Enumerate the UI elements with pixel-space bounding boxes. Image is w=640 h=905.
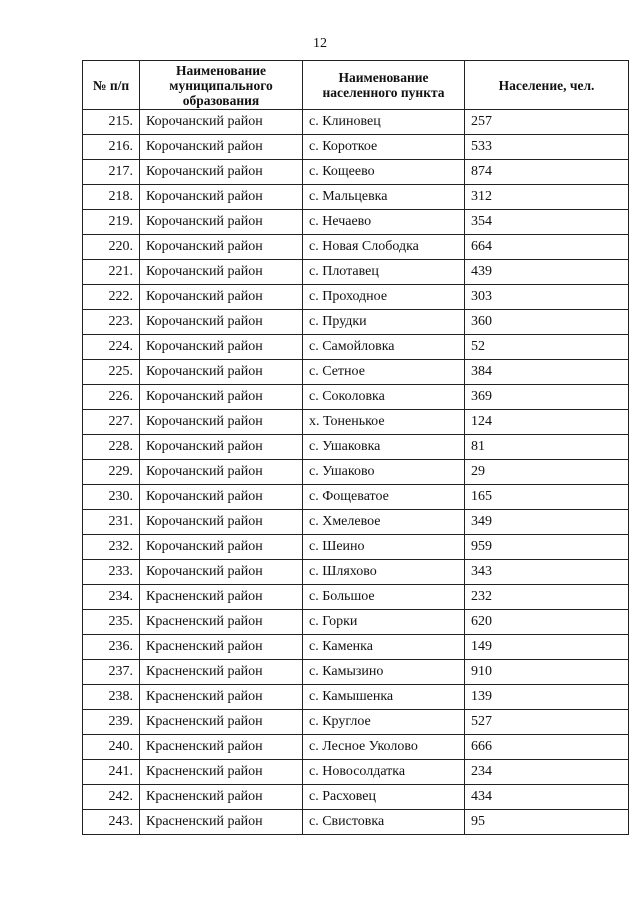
municipality-cell: Корочанский район [140,385,303,410]
municipality-cell: Красненский район [140,685,303,710]
population-cell: 959 [465,535,629,560]
municipality-cell: Корочанский район [140,310,303,335]
row-number-cell: 233. [83,560,140,585]
row-number-cell: 216. [83,135,140,160]
row-number-cell: 215. [83,110,140,135]
table-row [83,510,629,535]
population-cell: 349 [465,510,629,535]
table-row [83,785,629,810]
table-row [83,410,629,435]
table-row [83,535,629,560]
row-number-cell: 220. [83,235,140,260]
settlement-cell: с. Фощеватое [303,485,465,510]
row-number-cell: 238. [83,685,140,710]
row-number-cell: 226. [83,385,140,410]
municipality-cell: Корочанский район [140,260,303,285]
population-cell: 165 [465,485,629,510]
table-row [83,110,629,135]
municipality-cell: Корочанский район [140,160,303,185]
population-cell: 527 [465,710,629,735]
table-row [83,560,629,585]
table-row [83,635,629,660]
table-row [83,260,629,285]
row-number-cell: 221. [83,260,140,285]
population-cell: 149 [465,635,629,660]
row-number-cell: 225. [83,360,140,385]
municipality-cell: Красненский район [140,635,303,660]
row-number-cell: 227. [83,410,140,435]
settlement-cell: с. Свистовка [303,810,465,835]
settlements-table [82,60,629,835]
table-row [83,360,629,385]
population-cell: 434 [465,785,629,810]
table-row [83,735,629,760]
row-number-cell: 229. [83,460,140,485]
row-number-cell: 230. [83,485,140,510]
municipality-cell: Красненский район [140,660,303,685]
municipality-cell: Корочанский район [140,535,303,560]
row-number-cell: 241. [83,760,140,785]
table-row [83,585,629,610]
header-settlement: Наименование населенного пункта [303,61,465,110]
header-municipality: Наименование муниципального образования [140,61,303,110]
settlement-cell: с. Мальцевка [303,185,465,210]
row-number-cell: 217. [83,160,140,185]
population-cell: 95 [465,810,629,835]
header-number: № п/п [83,61,140,110]
settlement-cell: с. Круглое [303,710,465,735]
population-cell: 124 [465,410,629,435]
population-cell: 666 [465,735,629,760]
table-row [83,310,629,335]
municipality-cell: Красненский район [140,785,303,810]
row-number-cell: 237. [83,660,140,685]
municipality-cell: Корочанский район [140,110,303,135]
municipality-cell: Корочанский район [140,185,303,210]
population-cell: 664 [465,235,629,260]
settlement-cell: с. Лесное Уколово [303,735,465,760]
municipality-cell: Красненский район [140,735,303,760]
settlement-cell: с. Шеино [303,535,465,560]
settlement-cell: с. Камызино [303,660,465,685]
municipality-cell: Красненский район [140,710,303,735]
population-cell: 620 [465,610,629,635]
settlement-cell: с. Ушаково [303,460,465,485]
table-row [83,760,629,785]
municipality-cell: Корочанский район [140,135,303,160]
header-population: Население, чел. [465,61,629,110]
settlement-cell: с. Плотавец [303,260,465,285]
row-number-cell: 239. [83,710,140,735]
population-cell: 910 [465,660,629,685]
municipality-cell: Корочанский район [140,335,303,360]
table-row [83,610,629,635]
settlement-cell: с. Каменка [303,635,465,660]
row-number-cell: 234. [83,585,140,610]
population-cell: 354 [465,210,629,235]
municipality-cell: Корочанский район [140,410,303,435]
table-row [83,685,629,710]
population-cell: 439 [465,260,629,285]
row-number-cell: 224. [83,335,140,360]
settlement-cell: с. Самойловка [303,335,465,360]
population-cell: 52 [465,335,629,360]
population-cell: 369 [465,385,629,410]
municipality-cell: Красненский район [140,585,303,610]
settlement-cell: с. Прудки [303,310,465,335]
table-row [83,435,629,460]
settlement-cell: с. Сетное [303,360,465,385]
settlement-cell: с. Большое [303,585,465,610]
settlement-cell: с. Новосолдатка [303,760,465,785]
population-cell: 874 [465,160,629,185]
municipality-cell: Красненский район [140,610,303,635]
table-row [83,235,629,260]
table-body [83,110,629,835]
population-cell: 533 [465,135,629,160]
row-number-cell: 240. [83,735,140,760]
settlement-cell: с. Кощеево [303,160,465,185]
row-number-cell: 222. [83,285,140,310]
municipality-cell: Корочанский район [140,510,303,535]
table-row [83,460,629,485]
population-cell: 232 [465,585,629,610]
population-cell: 257 [465,110,629,135]
settlement-cell: с. Шляхово [303,560,465,585]
population-cell: 384 [465,360,629,385]
row-number-cell: 236. [83,635,140,660]
table-row [83,160,629,185]
population-cell: 29 [465,460,629,485]
municipality-cell: Корочанский район [140,360,303,385]
population-cell: 360 [465,310,629,335]
settlement-cell: с. Хмелевое [303,510,465,535]
row-number-cell: 218. [83,185,140,210]
settlement-cell: с. Нечаево [303,210,465,235]
table-header [83,61,629,110]
settlement-cell: с. Соколовка [303,385,465,410]
municipality-cell: Красненский район [140,760,303,785]
row-number-cell: 243. [83,810,140,835]
table-row [83,660,629,685]
municipality-cell: Корочанский район [140,460,303,485]
settlement-cell: с. Проходное [303,285,465,310]
population-cell: 234 [465,760,629,785]
population-cell: 343 [465,560,629,585]
table-row [83,185,629,210]
row-number-cell: 232. [83,535,140,560]
settlement-cell: с. Горки [303,610,465,635]
settlement-cell: с. Короткое [303,135,465,160]
municipality-cell: Корочанский район [140,485,303,510]
municipality-cell: Корочанский район [140,435,303,460]
table-row [83,285,629,310]
population-cell: 81 [465,435,629,460]
page-number: 12 [313,36,327,51]
row-number-cell: 223. [83,310,140,335]
settlement-cell: с. Клиновец [303,110,465,135]
table-row [83,335,629,360]
table-row [83,385,629,410]
municipality-cell: Корочанский район [140,235,303,260]
municipality-cell: Корочанский район [140,285,303,310]
settlement-cell: с. Камышенка [303,685,465,710]
settlement-cell: с. Ушаковка [303,435,465,460]
table-row [83,810,629,835]
settlement-cell: х. Тоненькое [303,410,465,435]
population-cell: 312 [465,185,629,210]
table-row [83,710,629,735]
row-number-cell: 228. [83,435,140,460]
row-number-cell: 235. [83,610,140,635]
municipality-cell: Красненский район [140,810,303,835]
row-number-cell: 242. [83,785,140,810]
table-row [83,135,629,160]
settlement-cell: с. Расховец [303,785,465,810]
header-row [83,61,629,110]
table-row [83,210,629,235]
row-number-cell: 219. [83,210,140,235]
row-number-cell: 231. [83,510,140,535]
municipality-cell: Корочанский район [140,560,303,585]
settlement-cell: с. Новая Слободка [303,235,465,260]
population-cell: 303 [465,285,629,310]
population-cell: 139 [465,685,629,710]
municipality-cell: Корочанский район [140,210,303,235]
table-row [83,485,629,510]
